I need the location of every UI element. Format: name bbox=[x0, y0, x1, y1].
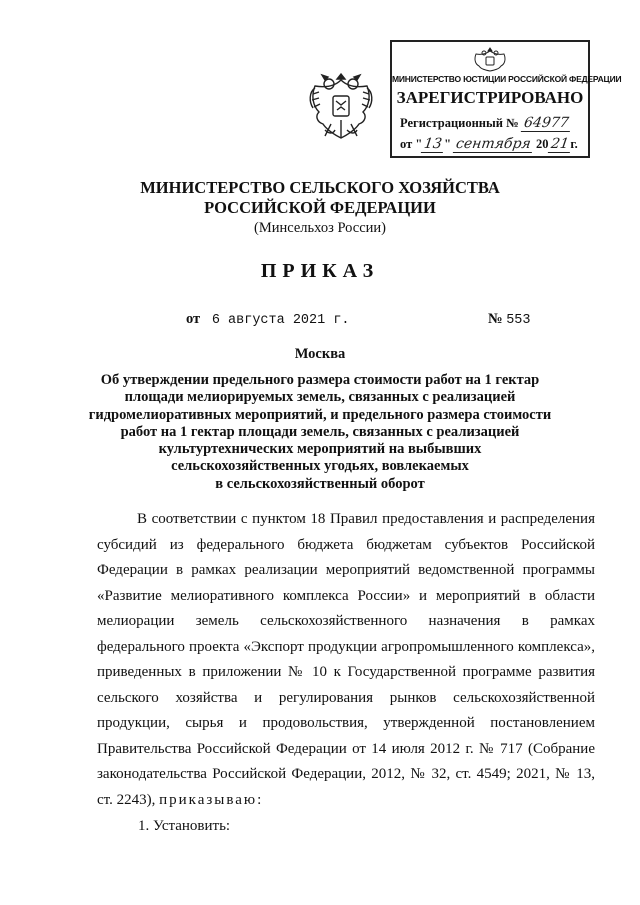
stamp-date-month: сентября bbox=[453, 136, 534, 153]
stamp-date-day: 13 bbox=[421, 136, 445, 153]
stamp-reg-label: Регистрационный № bbox=[400, 116, 519, 130]
city: Москва bbox=[294, 346, 346, 362]
title-line: в сельскохозяйственный оборот bbox=[215, 475, 425, 492]
number-label: № bbox=[488, 311, 503, 327]
stamp-date-line bbox=[400, 136, 578, 153]
body-text: В соответствии с пунктом 18 Правил предоставления и распределения субсидий из федерального бюджета бюджетам субъектов Российской Федерации в рамках реализации мероприятий ведомственной программы «Развитие мелиоративного комплекса России» и мероприятий в области мелиорации земель сельскохозяйственного назначения в рамках федерального проекта «Экспорт продукции агропромышленного комплекса», приведенных в приложении № 10 к Государственной программе развития сельского хозяйства и регулирования рынков сельскохозяйственной продукции, сырья и продовольствия, утвержденной постановлением Правительства Российской Федерации от 14 июля 2012 г. № 717 (Собрание законодательства Российской Федерации, 2012, № 32, ст. 4549; 2021, № 13, ст. 2243), bbox=[97, 511, 595, 808]
title-line: Об утверждении предельного размера стоимости работ на 1 гектар bbox=[100, 372, 540, 388]
title-line: сельскохозяйственных угодьях, вовлекаемых bbox=[171, 458, 469, 475]
stamp-coat-of-arms-icon bbox=[472, 46, 508, 72]
stamp-date-year-suffix: 21 bbox=[547, 136, 571, 153]
stamp-date-mid: " bbox=[444, 137, 452, 151]
date-label: от bbox=[186, 311, 201, 327]
ministry-name bbox=[0, 178, 640, 218]
stamp-reg-number: 64977 bbox=[521, 115, 572, 132]
stamp-date-end: г. bbox=[570, 137, 578, 151]
ministry-short-name: (Минсельхоз России) bbox=[254, 220, 386, 236]
stamp-status: ЗАРЕГИСТРИРОВАНО bbox=[396, 88, 584, 107]
document-type: ПРИКАЗ bbox=[260, 260, 380, 282]
title-line: работ на 1 гектар площади земель, связанных с реализацией bbox=[120, 423, 520, 440]
number-value: 553 bbox=[506, 313, 531, 328]
title-line: культуртехнических мероприятий на выбывших bbox=[158, 441, 482, 458]
ministry-line-2: РОССИЙСКОЙ ФЕДЕРАЦИИ bbox=[204, 198, 436, 217]
document-title bbox=[80, 372, 560, 493]
document-number bbox=[488, 311, 531, 328]
coat-of-arms-icon bbox=[305, 66, 377, 144]
document-date bbox=[186, 311, 350, 328]
title-line: гидромелиоративных мероприятий, и предельного размера стоимости bbox=[88, 406, 552, 423]
order-word: приказываю: bbox=[159, 791, 264, 808]
registration-stamp bbox=[390, 40, 622, 158]
title-line: площади мелиорируемых земель, связанных с реализацией bbox=[124, 389, 516, 406]
stamp-date-prefix: от " bbox=[400, 137, 423, 151]
item-1: 1. Установить: bbox=[138, 818, 231, 834]
date-value: 6 августа 2021 г. bbox=[211, 313, 350, 328]
stamp-registration-line bbox=[400, 115, 570, 132]
body-paragraph bbox=[97, 507, 595, 813]
stamp-ministry-name: МИНИСТЕРСТВО ЮСТИЦИИ РОССИЙСКОЙ ФЕДЕРАЦИИ bbox=[392, 74, 622, 84]
stamp-date-year-prefix: 20 bbox=[536, 137, 549, 151]
ministry-line-1: МИНИСТЕРСТВО СЕЛЬСКОГО ХОЗЯЙСТВА bbox=[140, 178, 500, 197]
